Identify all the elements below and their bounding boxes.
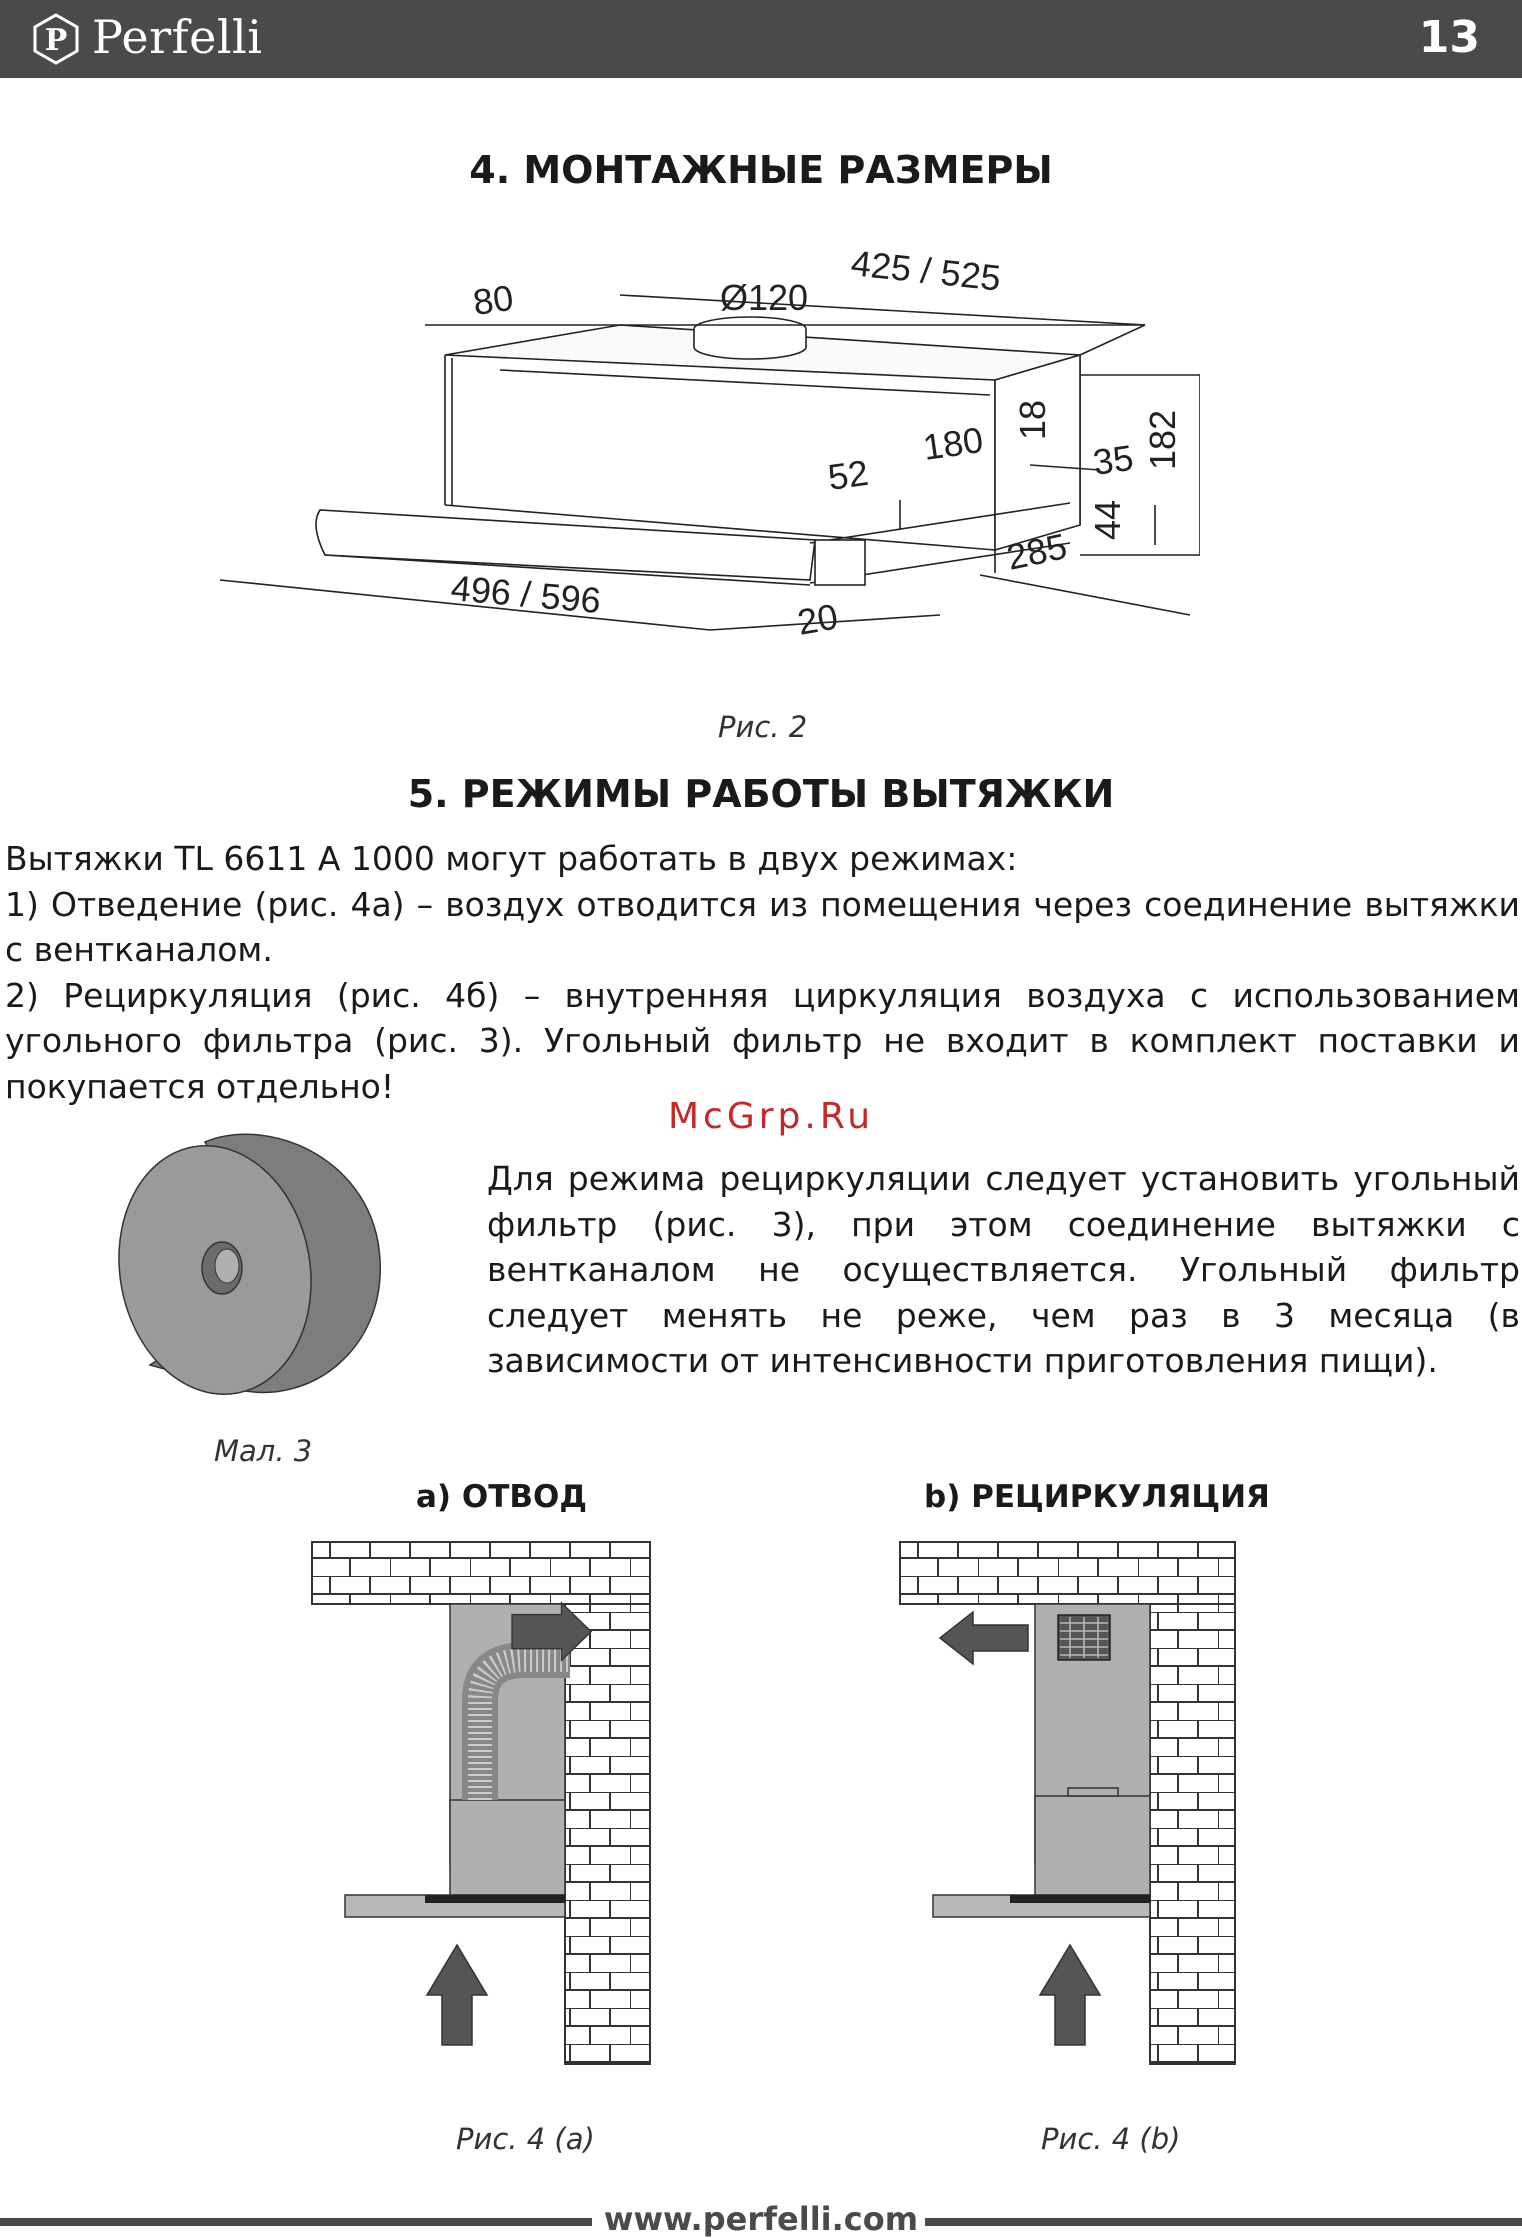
dim-52: 52 xyxy=(825,451,871,498)
dim-44: 44 xyxy=(1087,499,1128,540)
intro-paragraph: Вытяжки TL 6611 A 1000 могут работать в двух режимах: xyxy=(5,839,1018,878)
figure-3-caption: Мал. 3 xyxy=(214,1434,313,1468)
dim-20: 20 xyxy=(794,595,841,643)
dim-top-length: 425 / 525 xyxy=(849,242,1003,299)
dim-285: 285 xyxy=(1003,525,1071,578)
svg-text:P: P xyxy=(44,23,68,58)
section-4-title: 4. МОНТАЖНЫЕ РАЗМЕРЫ xyxy=(469,148,1053,192)
mounting-dimensions-diagram xyxy=(200,225,1200,665)
mode-exhaust-paragraph: 1) Отведение (рис. 4а) – воздух отводится из помещения через соединение вытяжки с вентканалом. xyxy=(5,884,1520,969)
recirculation-mode-diagram xyxy=(898,1540,1248,2070)
filter-paragraph: Для режима рециркуляции следует установить угольный фильтр (рис. 3), при этом соединение вытяжки с вентканалом не осуществляется. Угольный фильтр следует менять не реже, чем раз в 3 месяца (в зависимости от интенсивности приготовления пищи). xyxy=(487,1159,1520,1380)
dim-18: 18 xyxy=(1012,399,1053,440)
figure-4a-caption: Рис. 4 (a) xyxy=(456,2122,595,2156)
section-5-title: 5. РЕЖИМЫ РАБОТЫ ВЫТЯЖКИ xyxy=(407,772,1115,816)
mode-recirculation-paragraph: 2) Рециркуляция (рис. 4б) – внутренняя циркуляция воздуха с использованием угольного фильтра (рис. 3). Угольный фильтр не входит в комплект поставки и покупается отдельно! xyxy=(5,975,1520,1106)
dim-180: 180 xyxy=(920,418,986,468)
dim-width: 496 / 596 xyxy=(449,567,603,622)
figure-2-caption: Рис. 2 xyxy=(718,710,808,744)
page-number: 13 xyxy=(1418,12,1480,63)
watermark: McGrp.Ru xyxy=(668,1096,875,1137)
figure-4b-caption: Рис. 4 (b) xyxy=(1041,2122,1181,2156)
brand-name: Perfelli xyxy=(92,10,263,64)
figure-4a-title: a) ОТВОД xyxy=(416,1479,587,1515)
dim-182: 182 xyxy=(1142,409,1183,470)
footer-website: www.perfelli.com xyxy=(603,2200,919,2238)
dim-duct: Ø120 xyxy=(720,277,809,318)
carbon-filter-illustration xyxy=(110,1120,390,1410)
dim-80: 80 xyxy=(470,276,516,323)
perfelli-logo-icon xyxy=(30,13,82,65)
section-5-body xyxy=(5,836,1520,1109)
dim-35: 35 xyxy=(1090,436,1136,483)
figure-4b-title: b) РЕЦИРКУЛЯЦИЯ xyxy=(924,1479,1270,1515)
exhaust-mode-diagram xyxy=(310,1540,660,2070)
